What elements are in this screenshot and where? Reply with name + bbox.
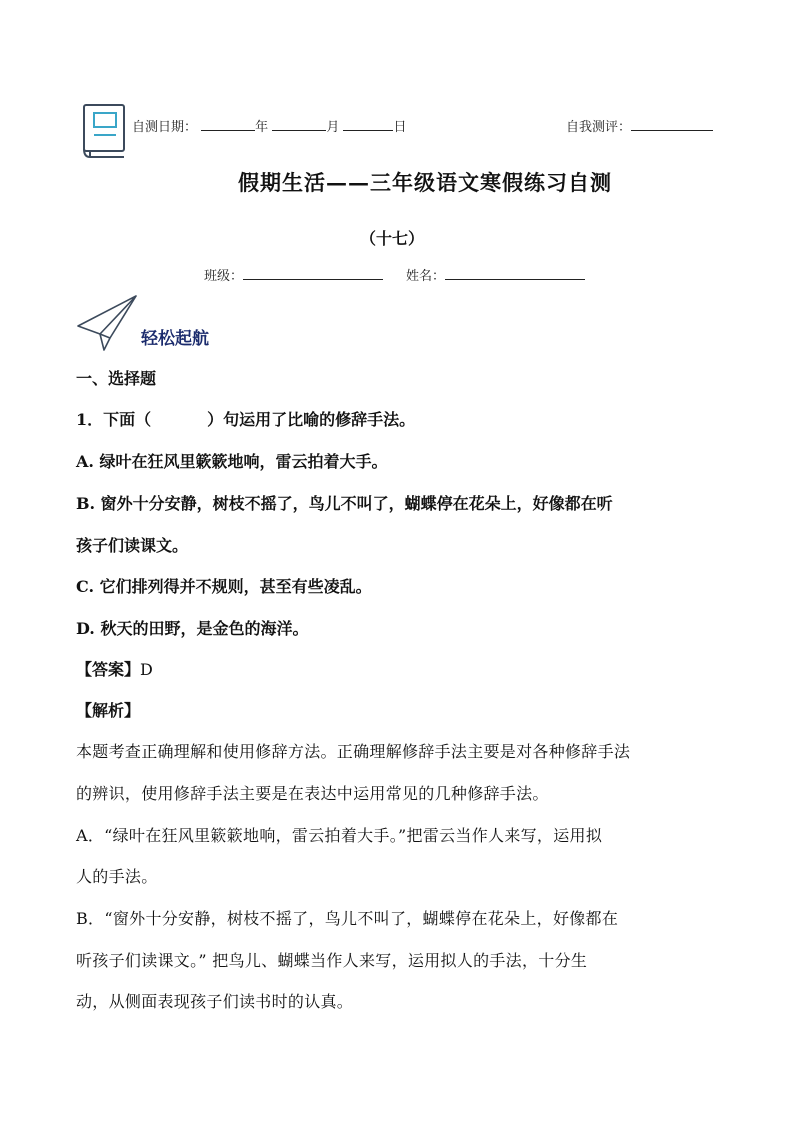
analysis-line: 的辨识，使用修辞手法主要是在表达中运用常见的几种修辞手法。: [76, 784, 549, 803]
option-c: C. 它们排列得并不规则，甚至有些凌乱。: [76, 577, 372, 596]
option-d: D. 秋天的田野，是金色的海洋。: [76, 619, 309, 638]
analysis-label: 【解析】: [76, 701, 141, 720]
class-row: [204, 265, 383, 284]
page-subtitle: （十七）: [360, 229, 425, 248]
answer-row: [76, 659, 153, 681]
question-suffix: ）句运用了比喻的修辞手法。: [207, 410, 416, 429]
analysis-line: 听孩子们读课文。” 把鸟儿、蝴蝶当作人来写，运用拟人的手法，十分生: [76, 951, 588, 970]
self-eval-row: [566, 116, 713, 135]
year-blank[interactable]: [201, 116, 255, 131]
option-b-cont: 孩子们读课文。: [76, 536, 189, 555]
analysis-line: 本题考查正确理解和使用修辞方法。正确理解修辞手法主要是对各种修辞手法: [76, 742, 631, 761]
self-eval-label: 自我测评：: [566, 120, 632, 135]
date-label: 自测日期：: [132, 120, 198, 135]
self-eval-blank[interactable]: [631, 116, 713, 131]
name-blank[interactable]: [445, 265, 585, 280]
paper-plane-icon: [76, 294, 138, 352]
answer-label: 【答案】: [76, 660, 141, 679]
month-blank[interactable]: [272, 116, 326, 131]
analysis-line: 人的手法。: [76, 867, 158, 886]
day-label: 日: [393, 120, 407, 135]
class-label: 班级：: [204, 269, 244, 284]
question-prefix: 1．下面（: [76, 410, 152, 429]
date-row: [132, 116, 406, 135]
analysis-line: B．“窗外十分安静，树枝不摇了，鸟儿不叫了，蝴蝶停在花朵上，好像都在: [76, 909, 619, 928]
analysis-line: 动，从侧面表现孩子们读书时的认真。: [76, 992, 354, 1011]
day-blank[interactable]: [343, 116, 393, 131]
month-label: 月: [326, 120, 340, 135]
option-b: B. 窗外十分安静，树枝不摇了，鸟儿不叫了，蝴蝶停在花朵上，好像都在听: [76, 494, 613, 513]
book-icon: [80, 103, 128, 159]
option-a: A. 绿叶在狂风里簌簌地响，雷云拍着大手。: [76, 452, 388, 471]
answer-value: D: [140, 660, 153, 679]
section-heading: 一、选择题: [76, 369, 157, 388]
section-banner: 轻松起航: [141, 329, 209, 349]
name-label: 姓名：: [406, 269, 446, 284]
question-stem: [76, 409, 415, 431]
analysis-line: A．“绿叶在狂风里簌簌地响，雷云拍着大手。”把雷云当作人来写，运用拟: [76, 826, 603, 845]
class-blank[interactable]: [243, 265, 383, 280]
page-title: 假期生活——三年级语文寒假练习自测: [238, 170, 612, 195]
year-label: 年: [255, 120, 269, 135]
name-row: [406, 265, 585, 284]
